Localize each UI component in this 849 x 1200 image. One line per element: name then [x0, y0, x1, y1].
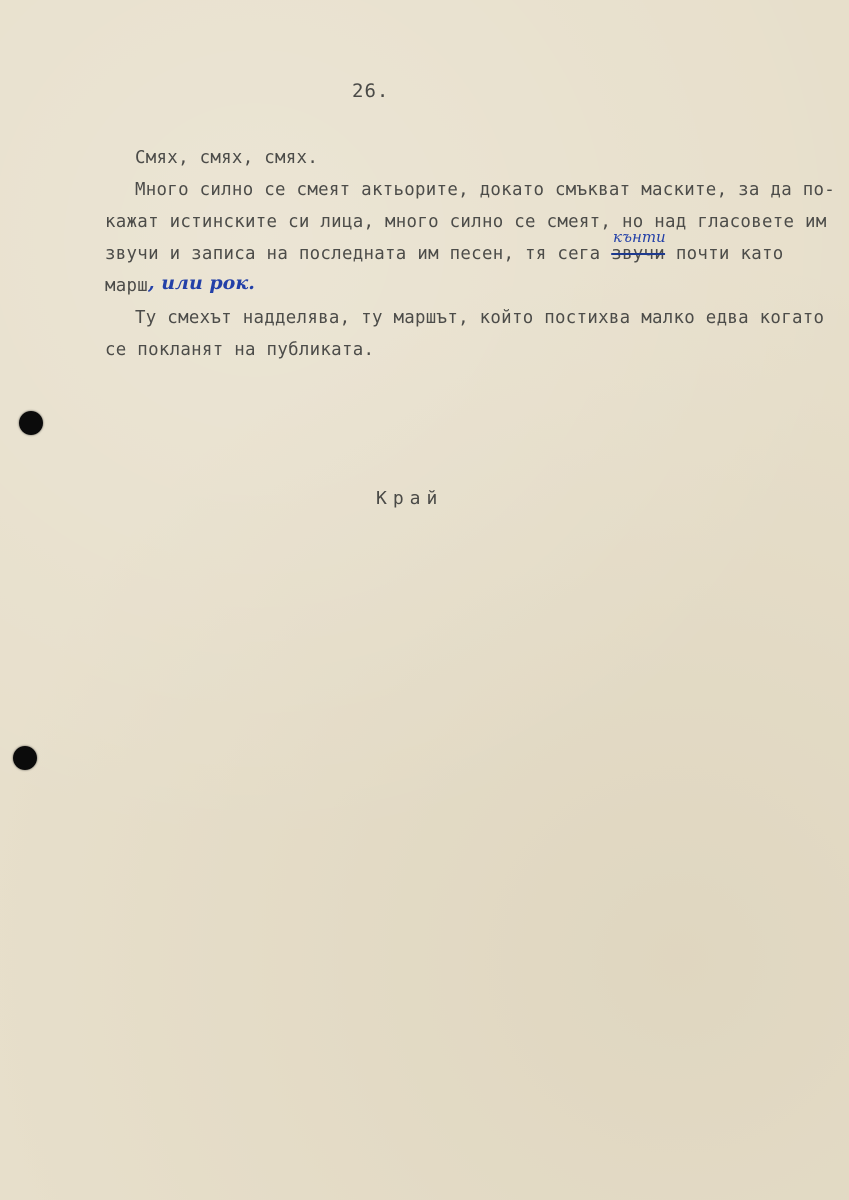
punch-hole-top: [19, 411, 43, 435]
text-line-5: марш: [105, 276, 149, 296]
punch-hole-bottom: [13, 746, 37, 770]
handwritten-insertion: кънти: [613, 228, 666, 246]
text-line-7: се покланят на публиката.: [105, 340, 375, 360]
end-word: Край: [376, 488, 444, 509]
text-line-4-start: звучи и записа на последната им песен, тя сега: [105, 244, 612, 264]
page-number: 26.: [352, 80, 390, 102]
text-line-6: Ту смехът надделява, ту маршът, който постихва малко едва когато: [135, 308, 825, 328]
text-line-3: кажат истинските си лица, много силно се смеят, но над гласовете им: [105, 212, 827, 232]
text-line-4-end: почти като: [665, 244, 784, 264]
handwritten-addition: , или рок.: [148, 272, 255, 294]
text-line-4: [105, 244, 784, 264]
struck-word: звучи: [611, 244, 666, 264]
text-line-1: Смях, смях, смях.: [135, 148, 319, 168]
text-line-2: Много силно се смеят актьорите, докато смъкват маските, за да по-: [135, 180, 836, 200]
